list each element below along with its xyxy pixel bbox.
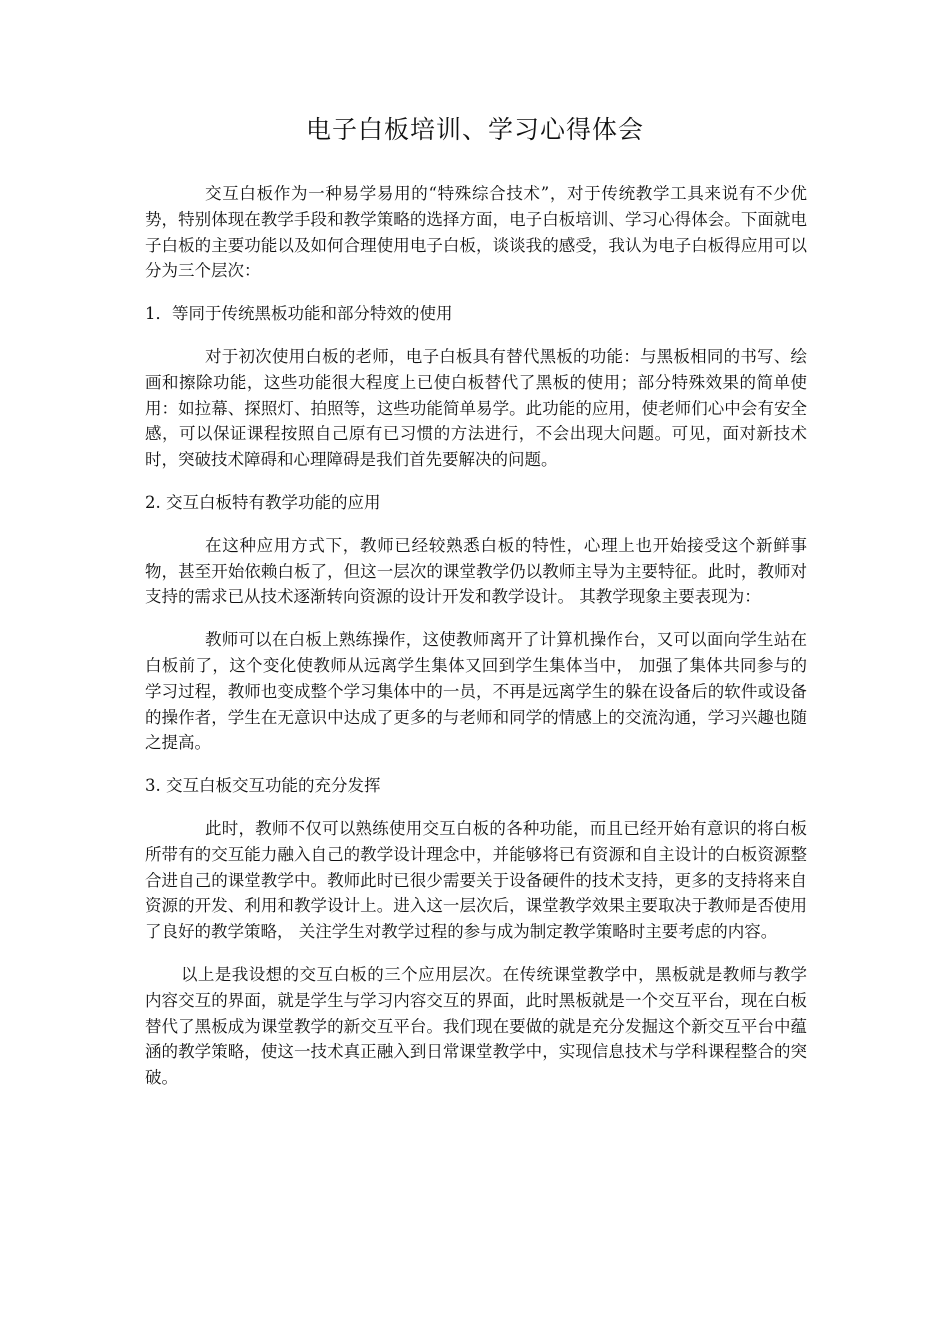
section-heading-2: 2. 交互白板特有教学功能的应用 (145, 492, 381, 512)
section-1-paragraph: 对于初次使用白板的老师，电子白板具有替代黑板的功能：与黑板相同的书写、绘画和擦除功能，这些功能很大程度上已使白板替代了黑板的使用；部分特殊效果的简单使用：如拉幕、探照灯、拍照等，这些功能简单易学。此功能的应用，使老师们心中会有安全感，可以保证课程按照自己原有已习惯的方法进行，不会出现大问题。可见，面对新技术时，突破技术障碍和心理障碍是我们首先要解决的问题。 (145, 346, 807, 470)
section-heading-3: 3. 交互白板交互功能的充分发挥 (145, 776, 381, 796)
section-heading-1: 1．等同于传统黑板功能和部分特效的使用 (145, 304, 453, 324)
section-2-paragraph-1: 在这种应用方式下，教师已经较熟悉白板的特性，心理上也开始接受这个新鲜事物，甚至开始依赖白板了，但这一层次的课堂教学仍以教师主导为主要特征。此时，教师对支持的需求已从技术逐渐转向资源的设计开发和教学设计。 其教学现象主要表现为： (145, 535, 807, 607)
intro-paragraph: 交互白板作为一种易学易用的“特殊综合技术”，对于传统教学工具来说有不少优势，特别体现在教学手段和教学策略的选择方面，电子白板培训、学习心得体会。下面就电子白板的主要功能以及如何合理使用电子白板，谈谈我的感受，我认为电子白板得应用可以分为三个层次： (145, 184, 807, 281)
section-3-paragraph: 此时，教师不仅可以熟练使用交互白板的各种功能，而且已经开始有意识的将白板所带有的交互能力融入自己的教学设计理念中，并能够将已有资源和自主设计的白板资源整合进自己的课堂教学中。教师此时已很少需要关于设备硬件的技术支持，更多的支持将来自资源的开发、利用和教学设计上。进入这一层次后，课堂教学效果主要取决于教师是否使用了良好的教学策略， 关注学生对教学过程的参与成为制定教学策略时主要考虑的内容。 (145, 818, 807, 942)
conclusion-paragraph: 以上是我设想的交互白板的三个应用层次。在传统课堂教学中，黑板就是教师与教学内容交互的界面，就是学生与学习内容交互的界面，此时黑板就是一个交互平台，现在白板替代了黑板成为课堂教学的新交互平台。我们现在要做的就是充分发掘这个新交互平台中蕴涵的教学策略，使这一技术真正融入到日常课堂教学中，实现信息技术与学科课程整合的突破。 (145, 964, 807, 1088)
document-title: 电子白板培训、学习心得体会 (305, 115, 644, 144)
section-2-paragraph-2: 教师可以在白板上熟练操作，这使教师离开了计算机操作台，又可以面向学生站在白板前了，这个变化使教师从远离学生集体又回到学生集体当中， 加强了集体共同参与的学习过程，教师也变成整个学习集体中的一员，不再是远离学生的躲在设备后的软件或设备的操作者，学生在无意识中达成了更多的与老师和同学的情感上的交流沟通，学习兴趣也随之提高。 (145, 630, 807, 753)
document-body (145, 181, 807, 1091)
